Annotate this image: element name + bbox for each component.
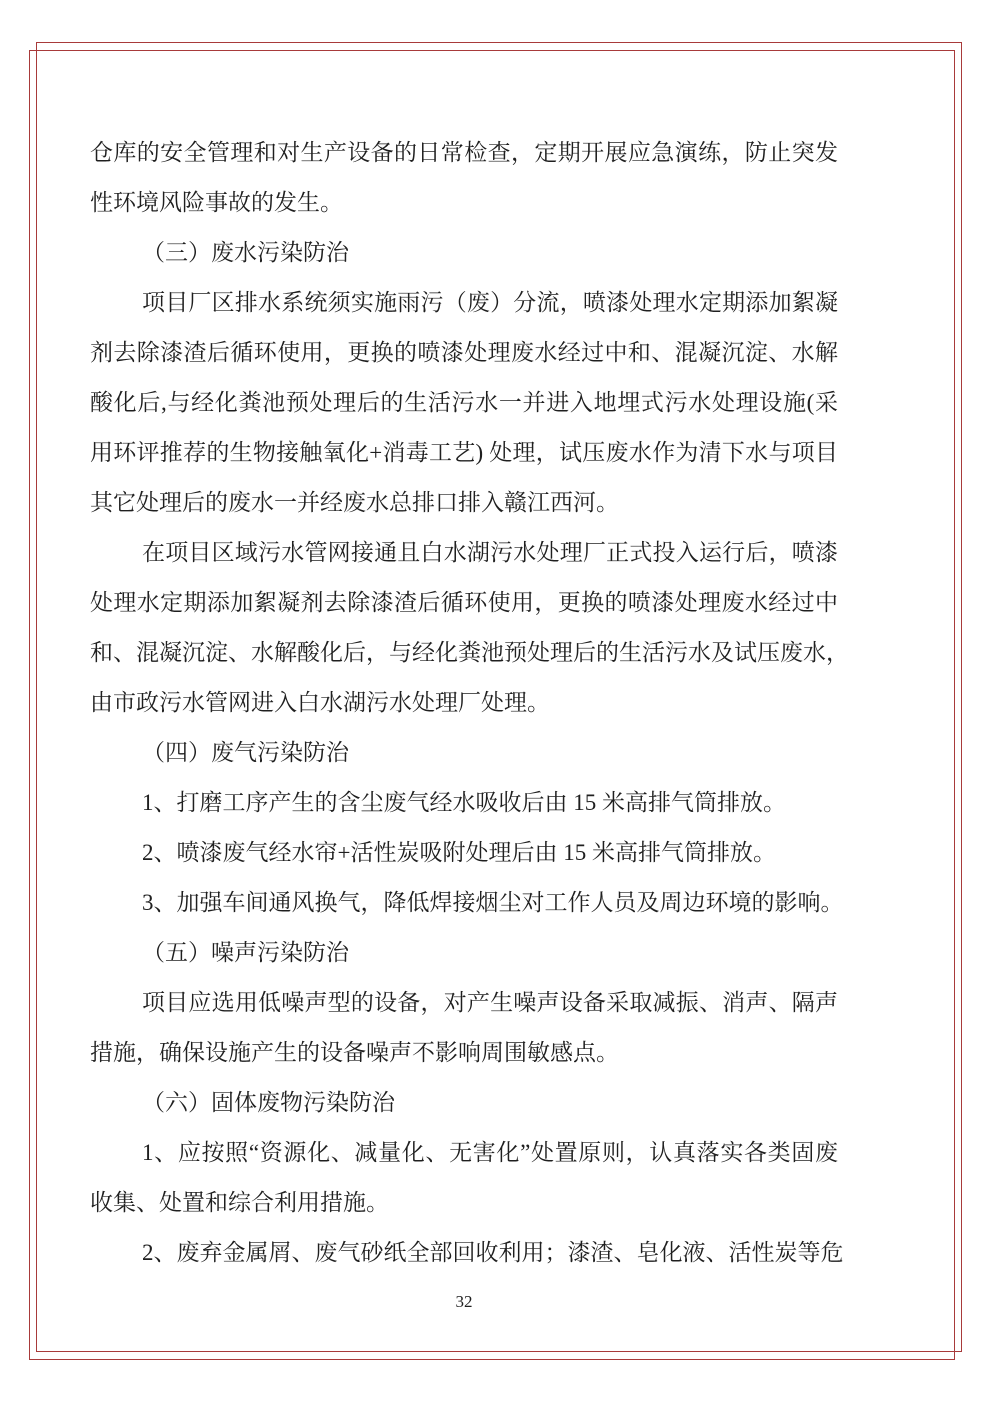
text-line: 剂去除漆渣后循环使用，更换的喷漆处理废水经过中和、混凝沉淀、水解 <box>90 340 838 365</box>
text-line: 由市政污水管网进入白水湖污水处理厂处理。 <box>90 690 550 715</box>
text-line: 项目厂区排水系统须实施雨污（废）分流，喷漆处理水定期添加絮凝 <box>142 290 838 315</box>
section-heading: （四）废气污染防治 <box>142 740 349 765</box>
list-item: 3、加强车间通风换气，降低焊接烟尘对工作人员及周边环境的影响。 <box>142 890 844 915</box>
text-line: 用环评推荐的生物接触氧化+消毒工艺) 处理，试压废水作为清下水与项目 <box>90 440 838 465</box>
section-heading: （三）废水污染防治 <box>142 240 349 265</box>
text-line: 和、混凝沉淀、水解酸化后，与经化粪池预处理后的生活污水及试压废水， <box>90 640 849 665</box>
list-item: 2、喷漆废气经水帘+活性炭吸附处理后由 15 米高排气筒排放。 <box>142 840 776 865</box>
text-line: 性环境风险事故的发生。 <box>90 190 343 215</box>
text-line: 项目应选用低噪声型的设备，对产生噪声设备采取减振、消声、隔声 <box>142 990 838 1015</box>
list-item: 1、应按照“资源化、减量化、无害化”处置原则，认真落实各类固废 <box>142 1140 838 1165</box>
section-heading: （六）固体废物污染防治 <box>142 1090 395 1115</box>
list-item: 1、打磨工序产生的含尘废气经水吸收后由 15 米高排气筒排放。 <box>142 790 786 815</box>
document-body <box>90 128 849 1278</box>
text-line: 酸化后,与经化粪池预处理后的生活污水一并进入地埋式污水处理设施(采 <box>90 390 838 415</box>
text-line: 在项目区域污水管网接通且白水湖污水处理厂正式投入运行后，喷漆 <box>142 540 838 565</box>
text-line: 措施，确保设施产生的设备噪声不影响周围敏感点。 <box>90 1040 619 1065</box>
text-line: 处理水定期添加絮凝剂去除漆渣后循环使用，更换的喷漆处理废水经过中 <box>90 590 838 615</box>
section-heading: （五）噪声污染防治 <box>142 940 349 965</box>
text-line: 其它处理后的废水一并经废水总排口排入赣江西河。 <box>90 490 619 515</box>
page-number: 32 <box>455 1292 473 1311</box>
text-line: 收集、处置和综合利用措施。 <box>90 1190 389 1215</box>
text-line: 仓库的安全管理和对生产设备的日常检查，定期开展应急演练，防止突发 <box>90 140 838 165</box>
list-item: 2、废弃金属屑、废气砂纸全部回收利用；漆渣、皂化液、活性炭等危 <box>142 1240 844 1265</box>
